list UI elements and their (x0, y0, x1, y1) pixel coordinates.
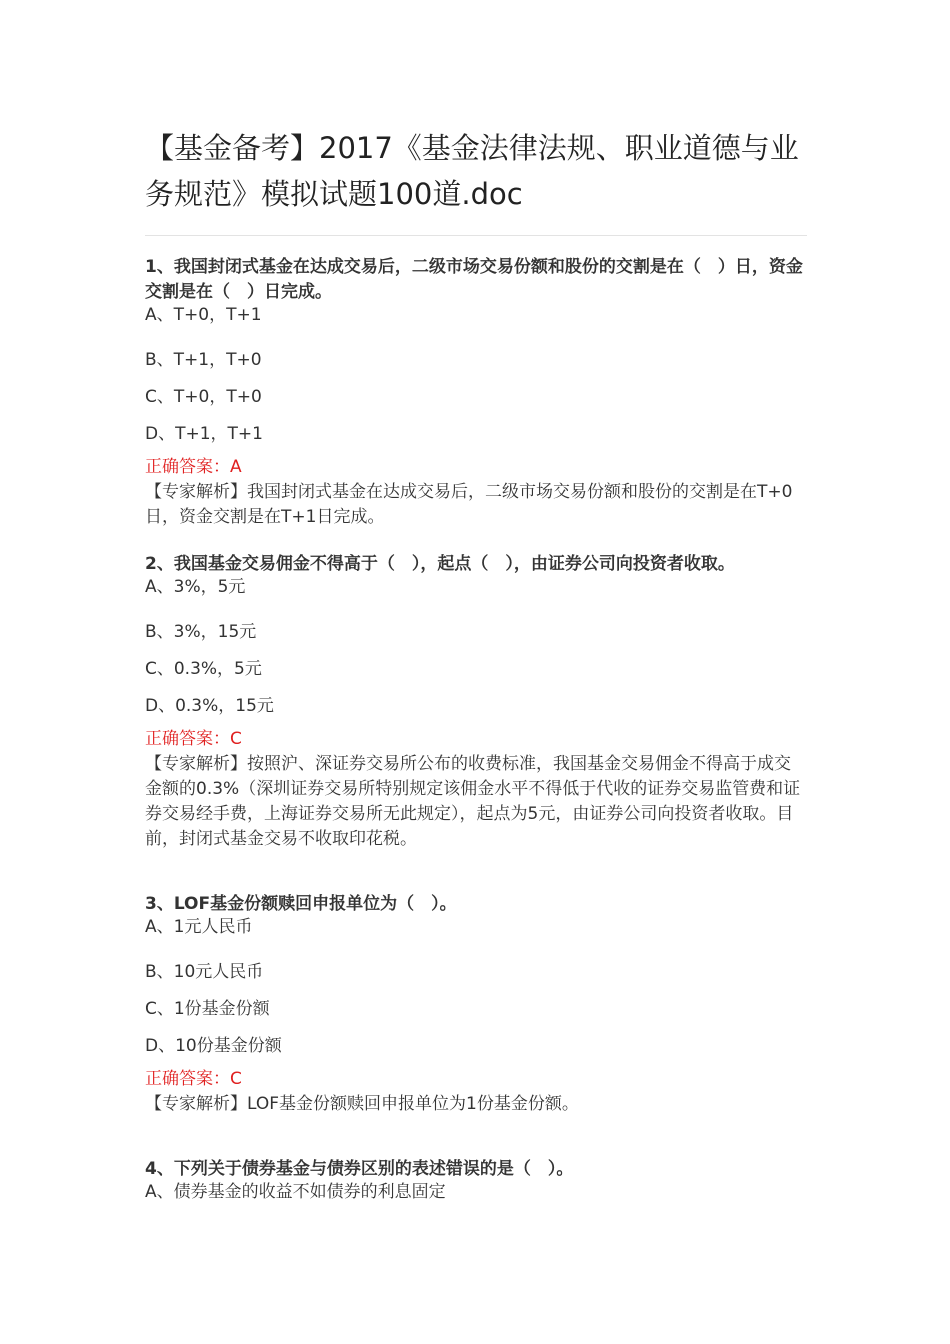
option-c: C、0.3%，5元 (145, 659, 262, 679)
question-stem: 2、我国基金交易佣金不得高于（ ），起点（ ），由证券公司向投资者收取。 (145, 554, 735, 574)
question-options (145, 305, 807, 453)
correct-answer: 正确答案：A (145, 457, 242, 477)
question-options (145, 577, 807, 725)
question-4 (145, 1157, 807, 1203)
option-d: D、10份基金份额 (145, 1036, 282, 1056)
question-2 (145, 552, 807, 852)
expert-analysis: 【专家解析】LOF基金份额赎回申报单位为1份基金份额。 (145, 1094, 579, 1114)
option-c: C、T+0，T+0 (145, 387, 262, 407)
option-d: D、0.3%，15元 (145, 696, 274, 716)
option-c: C、1份基金份额 (145, 999, 270, 1019)
title-divider (145, 235, 807, 236)
option-b: B、3%，15元 (145, 622, 257, 642)
document-title: 【基金备考】2017《基金法律法规、职业道德与业务规范》模拟试题100道.doc (145, 131, 799, 211)
question-options (145, 1182, 807, 1203)
option-d: D、T+1，T+1 (145, 424, 263, 444)
expert-analysis: 【专家解析】按照沪、深证券交易所公布的收费标准，我国基金交易佣金不得高于成交金额的0.3%（深圳证券交易所特别规定该佣金水平不得低于代收的证券交易监管费和证券交易经手费，上海证券交易所无此规定），起点为5元，由证券公司向投资者收取。目前，封闭式基金交易不收取印花税。 (145, 754, 801, 849)
option-b: B、T+1，T+0 (145, 350, 262, 370)
question-options (145, 917, 807, 1065)
question-stem: 4、下列关于债券基金与债券区别的表述错误的是（ ）。 (145, 1159, 574, 1179)
option-a: A、1元人民币 (145, 917, 253, 937)
expert-analysis: 【专家解析】我国封闭式基金在达成交易后，二级市场交易份额和股份的交割是在T+0日，资金交割是在T+1日完成。 (145, 482, 793, 527)
option-a: A、3%，5元 (145, 577, 246, 597)
correct-answer: 正确答案：C (145, 729, 242, 749)
question-3 (145, 892, 807, 1117)
question-1 (145, 255, 807, 530)
option-a: A、债券基金的收益不如债券的利息固定 (145, 1182, 446, 1202)
question-stem: 3、LOF基金份额赎回申报单位为（ ）。 (145, 894, 457, 914)
correct-answer: 正确答案：C (145, 1069, 242, 1089)
option-b: B、10元人民币 (145, 962, 264, 982)
document-page (145, 0, 807, 1219)
question-stem: 1、我国封闭式基金在达成交易后，二级市场交易份额和股份的交割是在（ ）日，资金交割是在（ ）日完成。 (145, 257, 803, 302)
option-a: A、T+0，T+1 (145, 305, 262, 325)
